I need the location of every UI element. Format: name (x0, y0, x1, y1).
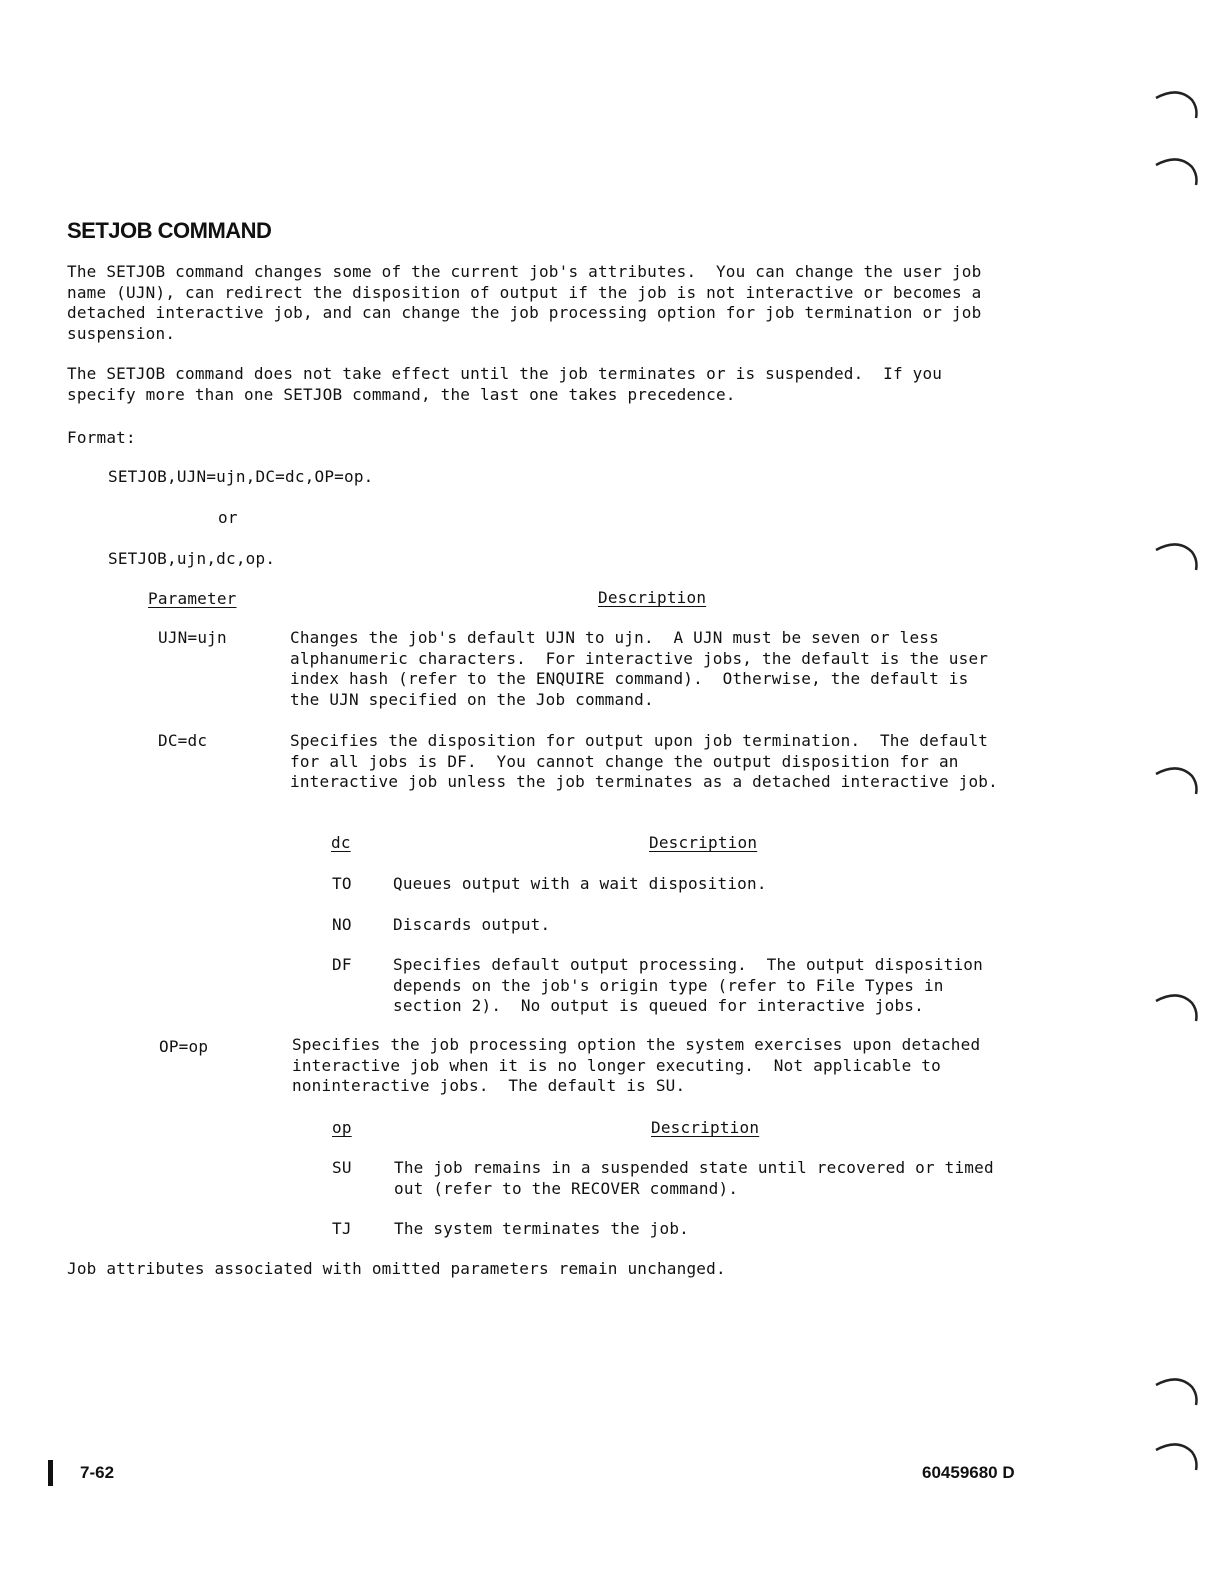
op-desc-su: The job remains in a suspended state until recovered or timed out (refer to the RECOVER command). (394, 1158, 1004, 1198)
dc-code-df: DF (332, 955, 352, 974)
description-column-header: Description (598, 588, 707, 607)
binder-hole-mark (1152, 88, 1200, 122)
op-subtable-code-header: op (332, 1118, 352, 1137)
param-desc-ujn: Changes the job's default UJN to ujn. A UJN must be seven or less alphanumeric characters. For interactive jobs, the default is the user index hash (refer to the ENQUIRE command). Otherwise, the default is the UJN specified on the Job command. (290, 628, 998, 709)
parameter-column-header: Parameter (148, 589, 237, 608)
dc-desc-df: Specifies default output processing. The output disposition depends on the job's origin type (refer to File Types in section 2). No output is queued for interactive jobs. (393, 955, 993, 1015)
dc-subtable-description-header: Description (649, 833, 758, 852)
param-name-op: OP=op (159, 1037, 209, 1056)
section-title: SETJOB COMMAND (67, 218, 272, 243)
param-desc-op: Specifies the job processing option the system exercises upon detached interactive job when it is no longer executing. Not applicable to noninteractive jobs. The default is SU. (292, 1035, 991, 1095)
intro-paragraph-2: The SETJOB command does not take effect until the job terminates or is suspended. If you specify more than one SETJOB command, the last one takes precedence. (67, 364, 952, 404)
intro-paragraph-1: The SETJOB command changes some of the current job's attributes. You can change the user job name (UJN), can redirect the disposition of output if the job is not interactive or becomes a detached interactive job, and can change the job processing option for job termination or job suspension. (67, 262, 992, 343)
binder-hole-mark (1152, 155, 1200, 189)
dc-code-no: NO (332, 915, 352, 934)
dc-code-to: TO (332, 874, 352, 893)
op-code-su: SU (332, 1158, 352, 1177)
format-syntax-keyword: SETJOB,UJN=ujn,DC=dc,OP=op. (108, 467, 374, 486)
binder-hole-mark (1152, 764, 1200, 798)
dc-subtable-code-header: dc (331, 833, 351, 852)
binder-hole-mark (1152, 991, 1200, 1025)
param-name-ujn: UJN=ujn (158, 628, 227, 647)
closing-note: Job attributes associated with omitted parameters remain unchanged. (67, 1259, 726, 1278)
op-desc-tj: The system terminates the job. (394, 1219, 689, 1238)
binder-hole-mark (1152, 540, 1200, 574)
param-name-dc: DC=dc (158, 731, 208, 750)
change-bar (48, 1460, 53, 1486)
format-or: or (218, 508, 238, 527)
op-subtable-description-header: Description (651, 1118, 760, 1137)
document-number: 60459680 D (922, 1463, 1015, 1482)
binder-hole-mark (1152, 1440, 1200, 1474)
param-desc-dc: Specifies the disposition for output upon job termination. The default for all jobs is DF. You cannot change the output disposition for an interactive job unless the job terminates as a detached interactive job. (290, 731, 998, 791)
binder-hole-mark (1152, 1375, 1200, 1409)
op-code-tj: TJ (332, 1219, 352, 1238)
format-syntax-positional: SETJOB,ujn,dc,op. (108, 549, 276, 568)
dc-desc-no: Discards output. (393, 915, 551, 934)
format-label: Format: (67, 428, 136, 447)
dc-desc-to: Queues output with a wait disposition. (393, 874, 767, 893)
page-number: 7-62 (80, 1463, 115, 1482)
